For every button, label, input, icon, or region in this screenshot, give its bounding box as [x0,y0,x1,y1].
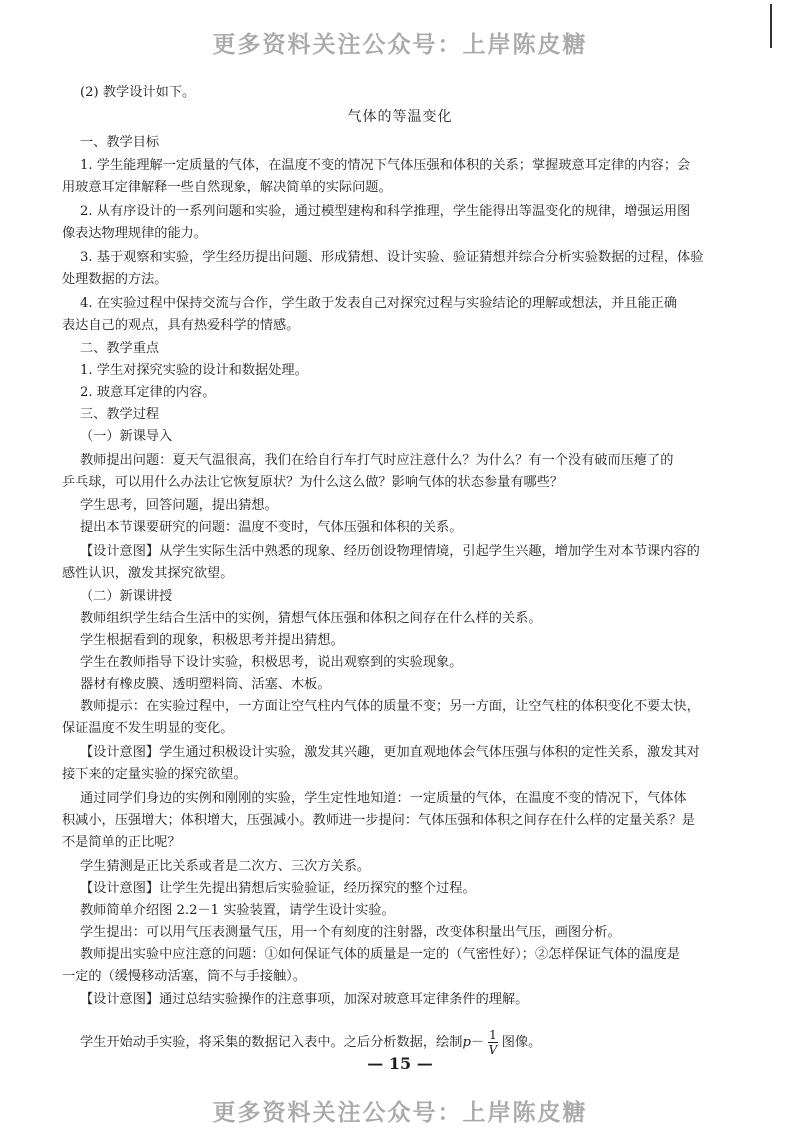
paragraph-line: 2. 从有序设计的一系列问题和实验，通过模型建构和科学推理，学生能得出等温变化的规律，增强运用图 [80,204,691,219]
paragraph-line: 4. 在实验过程中保持交流与合作，学生敢于发表自己对探究过程与实验结论的理解或想法，并且能正确 [80,296,678,311]
paragraph-line: 感性认识，激发其探究欲望。 [62,566,234,581]
paragraph-line: 表达自己的观点，具有热爱科学的情感。 [62,318,300,333]
paragraph-line: 保证温度不发生明显的变化。 [62,721,234,736]
paragraph-line: 【设计意图】让学生先提出猜想后实验验证，经历探究的整个过程。 [80,881,476,896]
last-line-end: 图像。 [501,1035,542,1050]
last-line-text: 学生开始动手实验，将采集的数据记入表中。之后分析数据，绘制 [80,1035,463,1050]
page-number: — 15 — [367,1054,433,1073]
paragraph-line: 2. 玻意耳定律的内容。 [80,385,216,400]
paragraph-line: 学生思考，回答问题，提出猜想。 [80,498,278,513]
paragraph-line: 教师提出问题：夏天气温很高，我们在给自行车打气时应注意什么？为什么？有一个没有破而压瘪了的 [80,453,674,468]
intro-line: (2) 教学设计如下。 [80,85,196,100]
watermark-top: 更多资料关注公众号：上岸陈皮糖 [212,32,588,58]
paragraph-line: 接下来的定量实验的探究欲望。 [62,767,247,782]
paragraph-line: 通过同学们身边的实例和刚刚的实验，学生定性地知道：一定质量的气体，在温度不变的情况下，气体体 [80,791,687,806]
paragraph-line: （二）新课讲授 [80,589,173,604]
paragraph-line: 教师简单介绍图 2.2－1 实验装置，请学生设计实验。 [80,903,395,918]
fraction-numerator: 1 [489,1028,497,1042]
watermark-bottom: 更多资料关注公众号：上岸陈皮糖 [212,1100,588,1126]
paragraph-line: 1. 学生能理解一定质量的气体，在温度不变的情况下气体压强和体积的关系；掌握玻意耳定律的内容；会 [80,158,691,173]
paragraph-line: 学生根据看到的现象，积极思考并提出猜想。 [80,633,344,648]
paragraph-line: 像表达物理规律的能力。 [62,226,208,241]
paragraph-line: 一、教学目标 [80,135,160,150]
paragraph-line: 提出本节课要研究的问题：温度不变时，气体压强和体积的关系。 [80,520,463,535]
fraction-denominator: V [488,1043,498,1057]
paragraph-line: 学生提出：可以用气压表测量气压，用一个有刻度的注射器，改变体积量出气压，画图分析。 [80,925,621,940]
paragraph-line: 【设计意图】学生通过积极设计实验，激发其兴趣，更加直观地体会气体压强与体积的定性关系，激发其对 [80,745,700,760]
paragraph-line: 3. 基于观察和实验，学生经历提出问题、形成猜想、设计实验、验证猜想并综合分析实验数据的过程，体验 [80,250,704,265]
paragraph-line: 【设计意图】从学生实际生活中熟悉的现象、经历创设物理情境，引起学生兴趣，增加学生对本节课内容的 [80,544,700,559]
paragraph-line: 学生猜测是正比关系或者是二次方、三次方关系。 [80,859,371,874]
formula-dash: － [470,1035,485,1050]
paragraph-line: 乒乓球，可以用什么办法让它恢复原状？为什么这么做？影响气体的状态参量有哪些？ [62,475,564,490]
paragraph-line: 【设计意图】通过总结实验操作的注意事项，加深对玻意耳定律条件的理解。 [80,992,529,1007]
paragraph-line: 不是简单的正比呢？ [62,835,181,850]
formula-var: p [462,1035,471,1050]
paragraph-line: 器材有橡皮膜、透明塑料筒、活塞、木板。 [80,677,331,692]
paragraph-line: （一）新课导入 [80,429,173,444]
last-line [80,1029,541,1056]
formula-fraction [488,1029,498,1056]
paragraph-line: 二、教学重点 [80,341,160,356]
paragraph-line: 积减小，压强增大；体积增大，压强减小。教师进一步提问：气体压强和体积之间存在什么样的定量关系？是 [62,813,695,828]
paragraph-line: 一定的（缓慢移动活塞，筒不与手接触）。 [62,969,306,984]
paragraph-line: 教师提出实验中应注意的问题：①如何保证气体的质量是一定的（气密性好）；②怎样保证气体的温度是 [80,947,681,962]
paragraph-line: 处理数据的方法。 [62,272,168,287]
paragraph-line: 教师提示：在实验过程中，一方面让空气柱内气体的质量不变；另一方面，让空气柱的体积变化不要太快， [80,699,700,714]
paragraph-line: 教师组织学生结合生活中的实例，猜想气体压强和体积之间存在什么样的关系。 [80,611,542,626]
doc-title: 气体的等温变化 [347,109,453,125]
paragraph-line: 学生在教师指导下设计实验，积极思考，说出观察到的实验现象。 [80,655,463,670]
paragraph-line: 三、教学过程 [80,407,160,422]
paragraph-line: 用玻意耳定律解释一些自然现象，解决简单的实际问题。 [62,180,392,195]
paragraph-line: 1. 学生对探究实验的设计和数据处理。 [80,363,308,378]
